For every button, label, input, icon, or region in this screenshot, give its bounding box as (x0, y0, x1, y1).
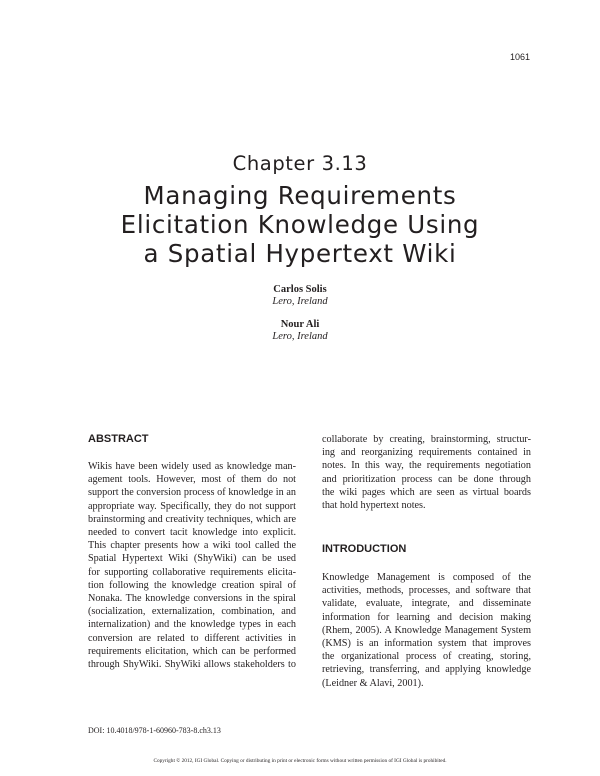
abstract-line: internalization) and the knowledge types in each (88, 619, 296, 631)
abstract-line: conversion are related to different activities in (88, 632, 296, 644)
abstract-body (88, 460, 296, 671)
introduction-line: validate, evaluate, integrate, and disseminate (322, 598, 531, 610)
abstract-line: needed to convert tacit knowledge into explicit. (88, 527, 296, 539)
title-line: Elicitation Knowledge Using (120, 210, 480, 239)
abstract-line: appropriate way. Specifically, they do not support (88, 500, 296, 512)
title-line: a Spatial Hypertext Wiki (143, 239, 457, 268)
introduction-line: (KMS) is an information system that improves (322, 638, 531, 650)
introduction-heading: INTRODUCTION (322, 543, 407, 555)
introduction-line: (Rhem, 2005). A Knowledge Management System (322, 624, 531, 636)
abstract-line: Wikis have been widely used as knowledge man- (88, 461, 296, 472)
doi-text: DOI: 10.4018/978-1-60960-783-8.ch3.13 (88, 726, 221, 735)
introduction-line: retrieving, transferring, and applying knowledge (322, 664, 531, 676)
author-block (0, 284, 600, 308)
abstract-continuation (322, 433, 531, 512)
author-name: Carlos Solis (273, 284, 327, 295)
abstract-line: This chapter presents how a wiki tool called the (88, 540, 296, 552)
abstract-line: tion following the knowledge creation spiral of (88, 579, 296, 591)
abstract-line: requirements elicitation, which can be performed (88, 645, 296, 657)
abstract-line: Spatial Hypertext Wiki (ShyWiki) can be used (88, 553, 296, 565)
introduction-line: information for learning and decision making (322, 611, 531, 623)
paper-title (60, 181, 540, 268)
abstract-line: collaborate by creating, brainstorming, structur- (322, 434, 531, 445)
abstract-heading: ABSTRACT (88, 433, 149, 445)
abstract-line: (socialization, externalization, combination, and (88, 606, 296, 618)
title-line: Managing Requirements (143, 181, 457, 210)
author-affiliation: Lero, Ireland (272, 296, 328, 307)
introduction-line: activities, methods, processes, and software that (322, 585, 531, 597)
abstract-line: for supporting collaborative requirements elicita- (88, 566, 296, 578)
abstract-line: the wiki pages which are seen as virtual boards (322, 486, 531, 498)
author-name: Nour Ali (280, 319, 320, 330)
author-block (0, 319, 600, 343)
author-affiliation: Lero, Ireland (272, 331, 328, 342)
abstract-line: brainstorming and creativity techniques, which are (88, 513, 296, 525)
introduction-body (322, 571, 531, 690)
abstract-line: notes. In this way, the requirements negotiation (322, 460, 531, 472)
introduction-line: the organizational process of creating, storing, (322, 651, 531, 663)
chapter-label: Chapter 3.13 (232, 152, 368, 175)
introduction-line: (Leidner & Alavi, 2001). (322, 677, 424, 689)
copyright-notice: Copyright © 2012, IGI Global. Copying or distributing in print or electronic forms without written permission of IGI Global is prohibited. (153, 758, 447, 764)
abstract-line: that hold hypertext notes. (322, 500, 426, 512)
page-number: 1061 (509, 52, 530, 62)
introduction-line: Knowledge Management is composed of the (322, 572, 531, 583)
abstract-line: Nonaka. The knowledge conversions in the spiral (88, 593, 296, 605)
abstract-line: agement tools. However, most of them do not (88, 474, 296, 486)
abstract-line: ing and reorganizing requirements contained in (322, 447, 531, 459)
abstract-line: and prioritization process can be done through (322, 473, 531, 485)
abstract-line: support the conversion process of knowledge in an (88, 487, 296, 499)
abstract-line: through ShyWiki. ShyWiki allows stakeholders to (88, 659, 296, 671)
